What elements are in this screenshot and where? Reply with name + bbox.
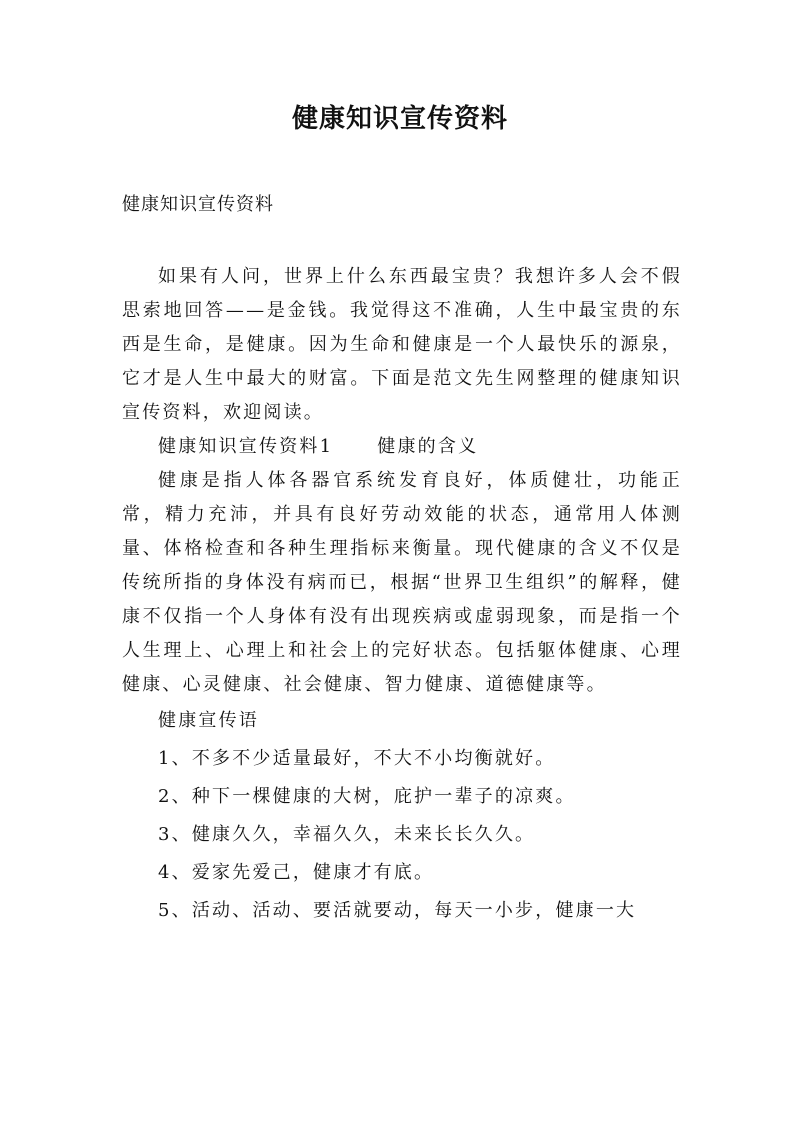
- slogans-heading: 健康宣传语: [158, 710, 259, 731]
- intro-paragraph: 如果有人问，世界上什么东西最宝贵？我想许多人会不假思索地回答——是金钱。我觉得这不准确，人生中最宝贵的东西是生命，是健康。因为生命和健康是一个人最快乐的源泉，它才是人生中最大的财富。下面是范文先生网整理的健康知识宣传资料，欢迎阅读。: [122, 266, 682, 423]
- document-title: 健康知识宣传资料: [291, 104, 508, 134]
- document-subtitle: 健康知识宣传资料: [122, 194, 274, 215]
- section-1-label: 健康知识宣传资料1: [158, 436, 334, 457]
- slogan-item: 1、不多不少适量最好，不大不小均衡就好。: [158, 748, 556, 769]
- document-body: [122, 260, 682, 928]
- section-1-paragraph: 健康是指人体各器官系统发育良好，体质健壮，功能正常，精力充沛，并具有良好劳动效能的状态，通常用人体测量、体格检查和各种生理指标来衡量。现代健康的含义不仅是传统所指的身体没有病而已，根据“世界卫生组织”的解释，健康不仅指一个人身体有没有出现疾病或虚弱现象，而是指一个人生理上、心理上和社会上的完好状态。包括躯体健康、心理健康、心灵健康、社会健康、智力健康、道德健康等。: [122, 470, 682, 695]
- slogan-item: 4、爱家先爱己，健康才有底。: [158, 862, 435, 883]
- slogan-item: 3、健康久久，幸福久久，未来长长久久。: [158, 824, 536, 845]
- slogan-item: 2、种下一棵健康的大树，庇护一辈子的凉爽。: [158, 786, 576, 807]
- section-1-heading: 健康的含义: [377, 436, 479, 457]
- slogan-item: 5、活动、活动、要活就要动，每天一小步，健康一大: [158, 900, 637, 921]
- section-1-heading-line: [122, 430, 682, 464]
